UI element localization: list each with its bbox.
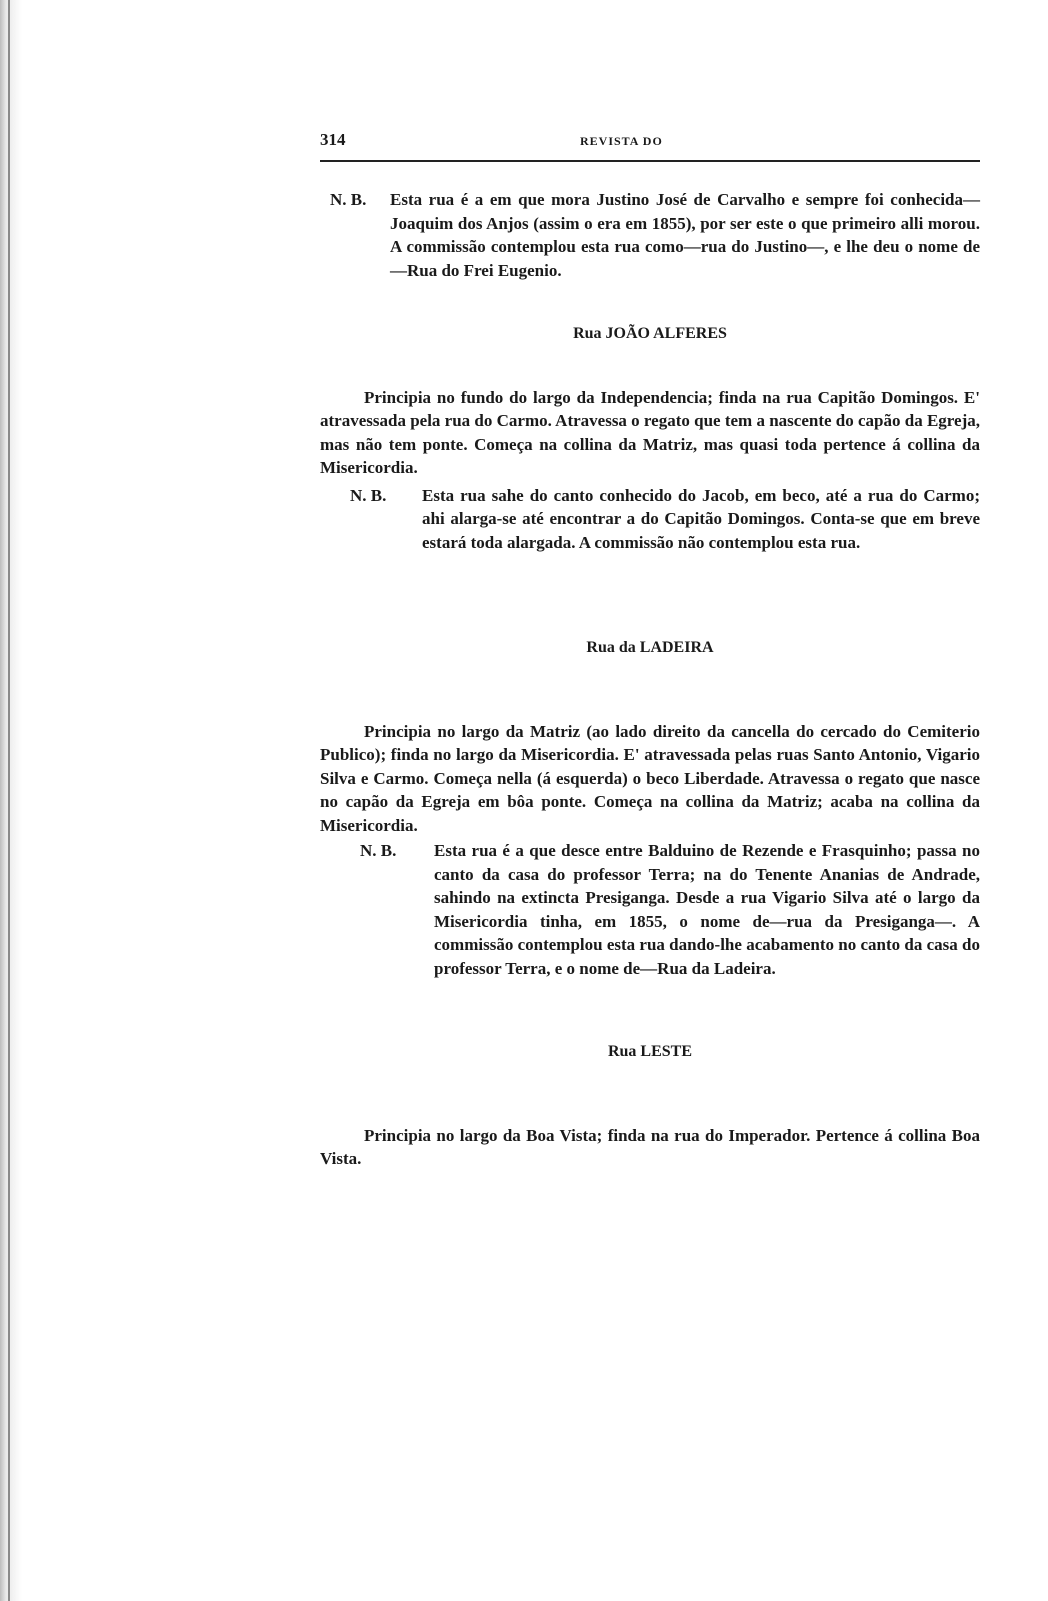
note-text: Esta rua é a que desce entre Balduino de Rezende e Frasquinho; passa no canto da casa do professor Terra; na do Tenente Ananias de Andrade, sahindo na extincta Presiganga. Desde a rua Vigario Silva até o largo da Misericordia tinha, em 1855, o nome de—rua da Presiganga—. A commissão contemplou esta rua dando-lhe acabamento no canto da casa do professor Terra, e o nome de—Rua da Ladeira. (434, 841, 980, 978)
page-header (320, 130, 980, 162)
note-label: N. B. (360, 841, 397, 860)
book-page (320, 130, 980, 1171)
note-joao-alferes (320, 484, 980, 555)
note-label: N. B. (330, 190, 367, 209)
street-description-ladeira: Principia no largo da Matriz (ao lado direito da cancella do cercado do Cemiterio Publico); finda no largo da Misericordia. E' atravessada pelas ruas Santo Antonio, Vigario Silva e Carmo. Começa nella (á esquerda) o beco Liberdade. Atravessa o regato que nasce no capão da Egreja em bôa ponte. Começa na collina da Matriz; acaba na collina da Misericordia. (320, 721, 980, 835)
page-body (320, 188, 980, 1171)
page-number: 314 (320, 130, 346, 149)
note-ladeira (320, 839, 980, 980)
street-heading-ladeira: Rua da LADEIRA (586, 639, 714, 656)
street-heading-joao-alferes: Rua JOÃO ALFERES (573, 325, 727, 342)
running-head: REVISTA DO (580, 134, 663, 148)
note-label: N. B. (350, 485, 387, 505)
scan-edge-line (8, 0, 10, 1601)
street-description-leste: Principia no largo da Boa Vista; finda na rua do Imperador. Pertence á collina Boa Vista. (320, 1125, 980, 1168)
note-frei-eugenio (320, 188, 980, 282)
note-text: Esta rua sahe do canto conhecido do Jacob, em beco, até a rua do Carmo; ahi alarga-se até encontrar a do Capitão Domingos. Conta-se que em breve estará toda alargada. A commissão não contemplou esta rua. (422, 485, 980, 552)
note-text: Esta rua é a em que mora Justino José de Carvalho e sempre foi conhecida—Joaquim dos Anjos (assim o era em 1855), por ser este o que primeiro alli morou. A commissão contemplou esta rua como—rua do Justino—, e lhe deu o nome de —Rua do Frei Eugenio. (390, 190, 980, 280)
scan-edge-shadow (0, 0, 22, 1601)
street-heading-leste: Rua LESTE (607, 1043, 693, 1060)
street-description-joao-alferes: Principia no fundo do largo da Independencia; finda na rua Capitão Domingos. E' atravessada pela rua do Carmo. Atravessa o regato que tem a nascente do capão da Egreja, mas não tem ponte. Começa na collina da Matriz, mas quasi toda pertence á collina da Misericordia. (320, 387, 980, 477)
